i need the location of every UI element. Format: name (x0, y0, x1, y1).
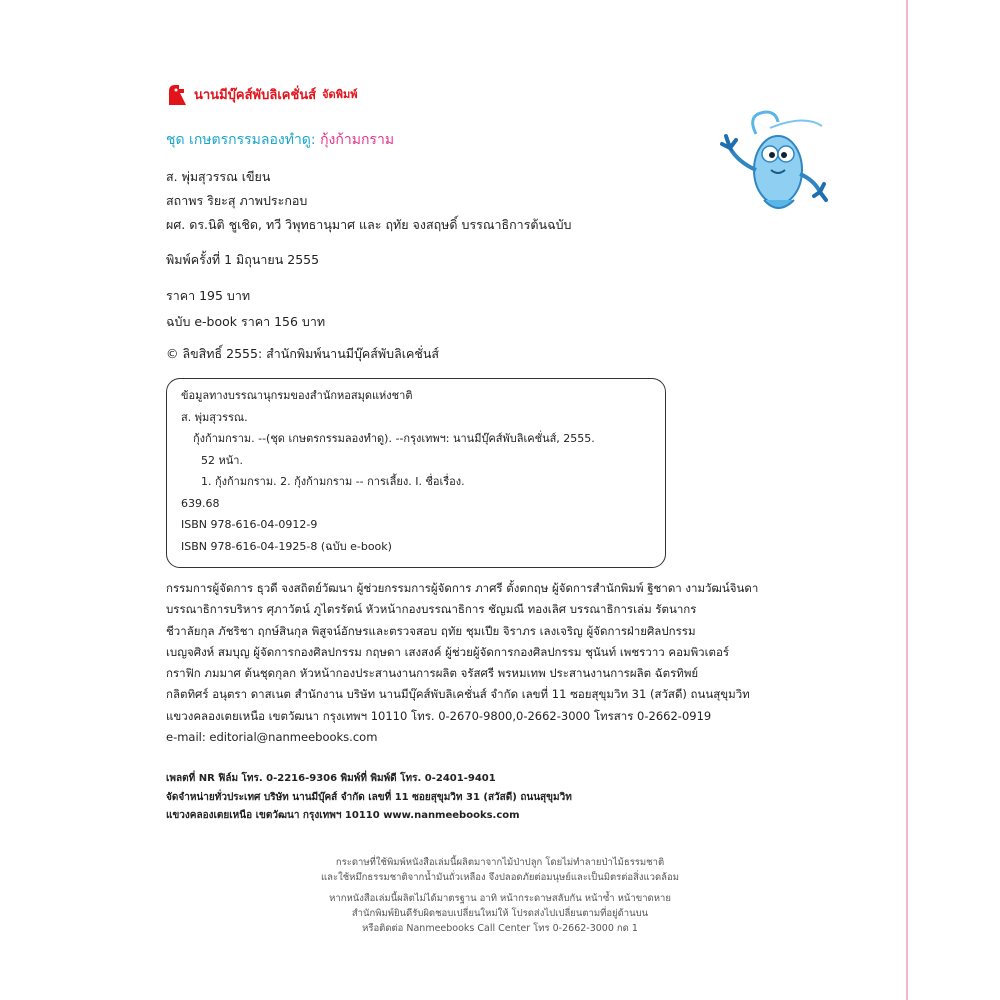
staff-line: ชีวาลัยกุล ภัชริชา ฤกษ์สินกุล พิสูจน์อักษรและตรวจสอบ ฤทัย ชุมเปีย จิราภร เลงเจริญ ผู้จัดการฝ่ายศิลปกรรม (166, 623, 696, 638)
illustrator-credit: สถาพร ริยะสุ ภาพประกอบ (166, 193, 308, 208)
publisher-logo-icon (166, 82, 188, 106)
paper-note-line: และใช้หมึกธรรมชาติจากน้ำมันถั่วเหลือง จึงปลอดภัยต่อมนุษย์และเป็นมิตรต่อสิ่งแวดล้อม (321, 872, 679, 883)
printing-info (166, 770, 572, 826)
page-edge (906, 0, 1000, 1000)
series-line (166, 129, 394, 151)
publisher-name: นานมีบุ๊คส์พับลิเคชั่นส์ (194, 87, 317, 103)
staff-line: เบญจศิงห์ สมบุญ ผู้จัดการกองศิลปกรรม กฤษดา เสงสงค์ ผู้ช่วยผู้จัดการกองศิลปกรรม ชุนันท์ เพชรวาว คอมพิวเตอร์ (166, 644, 730, 659)
editors-credit: ผศ. ดร.นิติ ชูเชิด, ทวี วิพุทธานุมาศ และ ฤทัย จงสฤษดิ์ บรรณาธิการต้นฉบับ (166, 217, 572, 232)
cip-author: ส. พุ่มสุวรรณ. (181, 410, 248, 424)
call-center-line: หรือติดต่อ Nanmeebooks Call Center โทร 0-2662-3000 กด 1 (362, 923, 638, 934)
cip-isbn-ebook: ISBN 978-616-04-1925-8 (ฉบับ e-book) (181, 539, 392, 553)
paper-note-line: กระดาษที่ใช้พิมพ์หนังสือเล่มนี้ผลิตมาจากไม้ป่าปลูก โดยไม่ทำลายป่าไม้ธรรมชาติ (335, 857, 665, 868)
price-info: ราคา 195 บาท (166, 288, 251, 303)
ebook-price-info: ฉบับ e-book ราคา 156 บาท (166, 314, 326, 329)
staff-line: แขวงคลองเตยเหนือ เขตวัฒนา กรุงเทพฯ 10110 โทร. 0-2670-9800,0-2662-3000 โทรสาร 0-2662-0919 (166, 708, 712, 723)
cip-classification: 639.68 (181, 496, 220, 510)
footer-notes (290, 855, 710, 936)
book-title: กุ้งก้ามกราม (320, 132, 395, 148)
series-label: ชุด เกษตรกรรมลองทำดู: (166, 132, 316, 148)
staff-line: บรรณาธิการบริหาร ศุภาวัตน์ ภูไตรรัตน์ หัวหน้ากองบรรณาธิการ ชัญมณี ทองเลิศ บรรณาธิการเล่ม รัตนากร (166, 602, 697, 617)
cip-entry: กุ้งก้ามกราม. --(ชุด เกษตรกรรมลองทำดู). --กรุงเทพฯ: นานมีบุ๊คส์พับลิเคชั่นส์, 2555. (193, 432, 595, 445)
copyright-line: © ลิขสิทธิ์ 2555: สำนักพิมพ์นานมีบุ๊คส์พับลิเคชั่นส์ (166, 346, 440, 361)
defect-note-line: หากหนังสือเล่มนี้ผลิตไม่ได้มาตรฐาน อาทิ หน้ากระดาษสลับกัน หน้าซ้ำ หน้าขาดหาย (329, 893, 671, 904)
author-credit: ส. พุ่มสุวรรณ เขียน (166, 169, 271, 184)
staff-line: กลิตทิศร์ อนุตรา ดาสเนต สำนักงาน บริษัท นานมีบุ๊คส์พับลิเคชั่นส์ จำกัด เลขที่ 11 ซอยสุขุมวิท 31 (สวัสดี) ถนนสุขุมวิท (166, 687, 750, 702)
cip-subjects: 1. กุ้งก้ามกราม. 2. กุ้งก้ามกราม -- การเลี้ยง. I. ชื่อเรื่อง. (201, 475, 465, 488)
printing-line: เพลตที่ NR ฟิล์ม โทร. 0-2216-9306 พิมพ์ที่ พิมพ์ดี โทร. 0-2401-9401 (166, 773, 496, 784)
staff-credits (166, 578, 766, 748)
cip-isbn: ISBN 978-616-04-0912-9 (181, 518, 318, 531)
cip-pages: 52 หน้า. (201, 453, 243, 467)
publisher-line (166, 82, 357, 106)
cip-data-box (166, 378, 666, 568)
distribution-line: จัดจำหน่ายทั่วประเทศ บริษัท นานมีบุ๊คส์ จำกัด เลขที่ 11 ซอยสุขุมวิท 31 (สวัสดี) ถนนสุขุมวิท (166, 791, 572, 803)
shrimp-mascot-illustration (716, 104, 832, 222)
distribution-address-line: แขวงคลองเตยเหนือ เขตวัฒนา กรุงเทพฯ 10110 www.nanmeebooks.com (166, 810, 520, 821)
cip-heading: ข้อมูลทางบรรณานุกรมของสำนักหอสมุดแห่งชาติ (181, 389, 413, 402)
staff-line: กราฟิก ภมมาศ ต้นชุดกุลก หัวหน้ากองประสานงานการผลิต จรัสศรี พรหมเทพ ประสานงานการผลิต ฉัตรทิพย์ (166, 666, 699, 681)
edition-info: พิมพ์ครั้งที่ 1 มิถุนายน 2555 (166, 252, 320, 267)
defect-note-line: สำนักพิมพ์ยินดีรับผิดชอบเปลี่ยนใหม่ให้ โปรดส่งไปเปลี่ยนตามที่อยู่ด้านบน (351, 908, 649, 919)
email-line: e-mail: editorial@nanmeebooks.com (166, 730, 378, 745)
publisher-role: จัดพิมพ์ (322, 88, 358, 101)
staff-line: กรรมการผู้จัดการ ธุวดี จงสถิตย์วัฒนา ผู้ช่วยกรรมการผู้จัดการ ภาศรี ตั้งตกฤษ ผู้จัดการสำนักพิมพ์ ฐิชาดา งามวัฒน์จินดา (166, 581, 759, 595)
